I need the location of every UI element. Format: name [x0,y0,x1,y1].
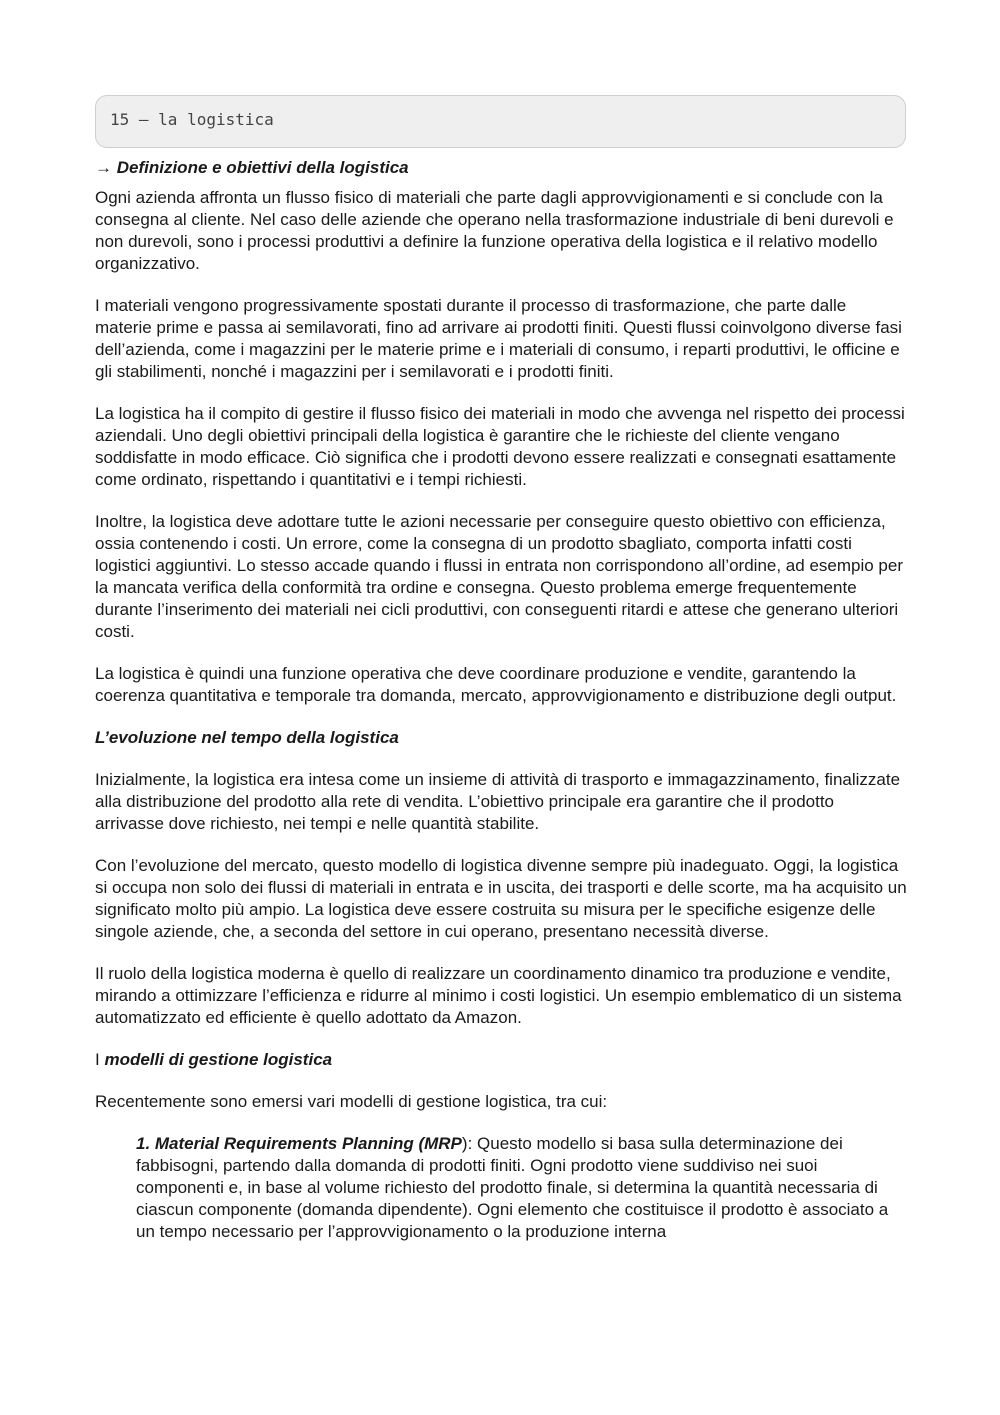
list-item-text: : Questo modello si basa sulla determinazione dei fabbisogni, partendo dalla domanda di prodotti finiti. Ogni prodotto viene suddiviso nei suoi componenti e, in base al volume richiesto del prodotto finale, si determina la quantità necessaria di ciascun componente (domanda dipendente). Ogni elemento che costituisce il prodotto è associato a un tempo necessario per l’approvvigionamento o la produzione interna [136,1134,889,1241]
paragraph: Inizialmente, la logistica era intesa come un insieme di attività di trasporto e immagazzinamento, finalizzate alla distribuzione del prodotto alla rete di vendita. L’obiettivo principale era garantire che il prodotto arrivasse dove richiesto, nei tempi e nelle quantità stabilite. [95,770,901,833]
section-title-modelli-text: modelli di gestione logistica [104,1050,333,1069]
list-item-lead: 1. Material Requirements Planning (MRP [136,1134,462,1153]
section-title-prefix: I [95,1050,105,1069]
section-title-modelli [95,1049,907,1071]
list-item-lead-close: ) [461,1134,468,1153]
paragraph: La logistica è quindi una funzione operativa che deve coordinare produzione e vendite, garantendo la coerenza quantitativa e temporale tra domanda, mercato, approvvigionamento e distribuzione degli output. [95,664,897,705]
paragraph-intro: Recentemente sono emersi vari modelli di gestione logistica, tra cui: [95,1092,608,1111]
paragraph: La logistica ha il compito di gestire il flusso fisico dei materiali in modo che avvenga nel rispetto dei processi aziendali. Uno degli obiettivi principali della logistica è garantire che le richieste del cliente vengano soddisfatte in modo efficace. Ciò significa che i prodotti devono essere realizzati e consegnati esattamente come ordinato, rispettando i quantitativi e i tempi richiesti. [95,404,905,489]
document-page [95,95,907,1243]
arrow-icon: → [95,158,112,177]
paragraph: I materiali vengono progressivamente spostati durante il processo di trasformazione, che parte dalle materie prime e passa ai semilavorati, fino ad arrivare ai prodotti finiti. Questi flussi coinvolgono diverse fasi dell’azienda, come i magazzini per le materie prime e i materiali di consumo, i reparti produttivi, le officine e gli stabilimenti, nonché i magazzini per i semilavorati e i prodotti finiti. [95,296,902,381]
code-block-text: 15 – la logistica [110,110,274,129]
code-block [95,95,906,148]
section-title-evoluzione: L’evoluzione nel tempo della logistica [95,728,399,747]
list-item-mrp [136,1133,907,1243]
heading-definizione [95,157,907,179]
paragraph: Con l’evoluzione del mercato, questo modello di logistica divenne sempre più inadeguato. Oggi, la logistica si occupa non solo dei flussi di materiali in entrata e in uscita, dei trasporti e delle scorte, ma ha acquisito un significato molto più ampio. La logistica deve essere costruita su misura per le specifiche esigenze delle singole aziende, che, a seconda del settore in cui operano, presentano necessità diverse. [95,856,907,941]
paragraph: Il ruolo della logistica moderna è quello di realizzare un coordinamento dinamico tra produzione e vendite, mirando a ottimizzare l’efficienza e ridurre al minimo i costi logistici. Un esempio emblematico di un sistema automatizzato ed efficiente è quello adottato da Amazon. [95,964,902,1027]
paragraph: Ogni azienda affronta un flusso fisico di materiali che parte dagli approvvigionamenti e si conclude con la consegna al cliente. Nel caso delle aziende che operano nella trasformazione industriale di beni durevoli e non durevoli, sono i processi produttivi a definire la funzione operativa della logistica e il relativo modello organizzativo. [95,188,894,273]
heading-definizione-title: Definizione e obiettivi della logistica [116,158,409,177]
paragraph: Inoltre, la logistica deve adottare tutte le azioni necessarie per conseguire questo obiettivo con efficienza, ossia contenendo i costi. Un errore, come la consegna di un prodotto sbagliato, comporta infatti costi logistici aggiuntivi. Lo stesso accade quando i flussi in entrata non corrispondono all’ordine, ad esempio per la mancata verifica della conformità tra ordine e consegna. Questo problema emerge frequentemente durante l’inserimento dei materiali nei cicli produttivi, con conseguenti ritardi e attese che generano ulteriori costi. [95,512,903,641]
